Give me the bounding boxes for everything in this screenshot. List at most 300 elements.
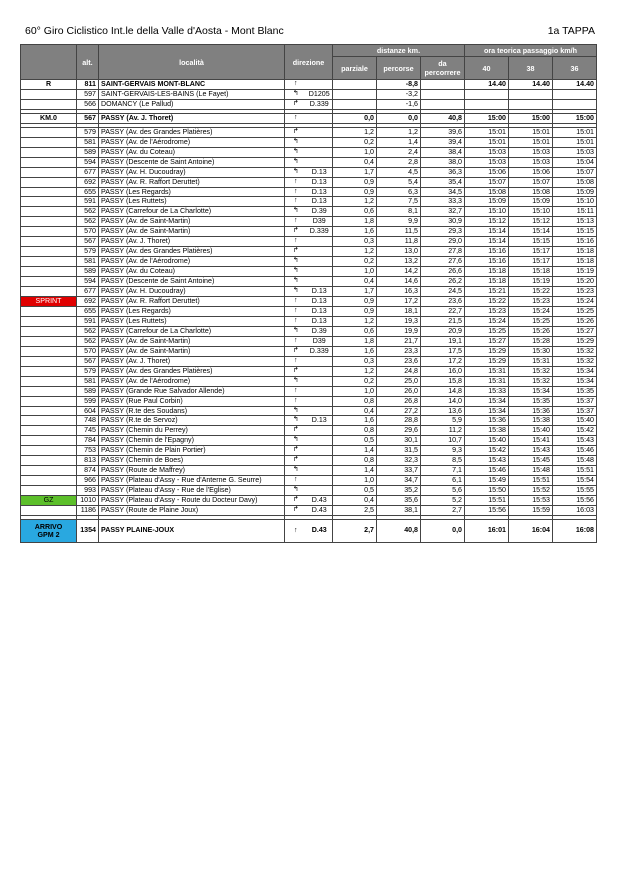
row-da-percorrere: 14,8 bbox=[421, 386, 465, 396]
header-distanze: distanze km. bbox=[333, 45, 465, 57]
row-road: D.13 bbox=[307, 297, 333, 307]
row-percorse: 14,2 bbox=[377, 267, 421, 277]
row-code bbox=[21, 167, 77, 177]
row-time-38: 15:15 bbox=[509, 237, 553, 247]
row-time-38: 15:07 bbox=[509, 177, 553, 187]
row-time-36: 15:16 bbox=[553, 237, 597, 247]
row-code bbox=[21, 99, 77, 109]
row-direction-arrow-icon: ↱ bbox=[285, 247, 307, 257]
row-time-40 bbox=[465, 99, 509, 109]
row-time-36: 15:37 bbox=[553, 406, 597, 416]
row-location: PASSY (Av. de Saint-Martin) bbox=[99, 336, 285, 346]
row-direction-arrow-icon: ↑ bbox=[285, 316, 307, 326]
row-time-36: 15:56 bbox=[553, 496, 597, 506]
row-da-percorrere: 39,6 bbox=[421, 127, 465, 137]
row-time-36: 15:01 bbox=[553, 137, 597, 147]
row-altitude: 1186 bbox=[77, 506, 99, 516]
row-percorse: 28,8 bbox=[377, 416, 421, 426]
row-time-38: 15:59 bbox=[509, 506, 553, 516]
row-time-40: 15:18 bbox=[465, 267, 509, 277]
row-time-40: 15:42 bbox=[465, 446, 509, 456]
row-road: D.13 bbox=[307, 287, 333, 297]
row-time-38: 15:41 bbox=[509, 436, 553, 446]
row-parziale bbox=[333, 80, 377, 90]
row-code bbox=[21, 406, 77, 416]
row-location: PASSY (Av. de l'Aérodrome) bbox=[99, 137, 285, 147]
row-location: PASSY (Av. J. Thoret) bbox=[99, 356, 285, 366]
row-road: D.43 bbox=[307, 519, 333, 542]
row-road bbox=[307, 113, 333, 123]
header-speed-40: 40 bbox=[465, 57, 509, 80]
row-time-36: 15:18 bbox=[553, 247, 597, 257]
row-time-40: 15:07 bbox=[465, 177, 509, 187]
table-row bbox=[21, 406, 597, 416]
row-percorse: 11,5 bbox=[377, 227, 421, 237]
row-percorse: 31,5 bbox=[377, 446, 421, 456]
row-da-percorrere: 13,6 bbox=[421, 406, 465, 416]
row-road bbox=[307, 376, 333, 386]
row-direction-arrow-icon: ↑ bbox=[285, 336, 307, 346]
row-location: PASSY (Av. H. Ducoudray) bbox=[99, 167, 285, 177]
row-direction-arrow-icon: ↰ bbox=[285, 157, 307, 167]
row-time-36: 15:09 bbox=[553, 187, 597, 197]
row-time-40: 15:29 bbox=[465, 346, 509, 356]
row-time-40: 15:40 bbox=[465, 436, 509, 446]
row-road bbox=[307, 486, 333, 496]
row-altitude: 1354 bbox=[77, 519, 99, 542]
row-altitude: 966 bbox=[77, 476, 99, 486]
row-location: PASSY (Chemin du Perrey) bbox=[99, 426, 285, 436]
table-row bbox=[21, 197, 597, 207]
row-time-38: 15:31 bbox=[509, 356, 553, 366]
row-code: GZ bbox=[21, 496, 77, 506]
row-percorse: 21,7 bbox=[377, 336, 421, 346]
row-code bbox=[21, 137, 77, 147]
row-road: D.339 bbox=[307, 99, 333, 109]
row-percorse: 23,6 bbox=[377, 356, 421, 366]
row-location: PASSY (Av. de Saint-Martin) bbox=[99, 217, 285, 227]
row-da-percorrere: 20,9 bbox=[421, 326, 465, 336]
row-code bbox=[21, 147, 77, 157]
row-time-36: 15:24 bbox=[553, 297, 597, 307]
row-code bbox=[21, 356, 77, 366]
row-parziale: 1,2 bbox=[333, 197, 377, 207]
row-parziale: 1,0 bbox=[333, 147, 377, 157]
row-time-36: 16:03 bbox=[553, 506, 597, 516]
row-altitude: 589 bbox=[77, 267, 99, 277]
row-road: D1205 bbox=[307, 89, 333, 99]
row-location: PASSY (R.te de Servoz) bbox=[99, 416, 285, 426]
header-da-percorrere: da percorrere bbox=[421, 57, 465, 80]
table-row bbox=[21, 416, 597, 426]
table-row bbox=[21, 356, 597, 366]
row-parziale: 0,4 bbox=[333, 277, 377, 287]
row-time-40: 15:09 bbox=[465, 197, 509, 207]
row-percorse: 24,8 bbox=[377, 366, 421, 376]
row-da-percorrere: 24,5 bbox=[421, 287, 465, 297]
row-da-percorrere: 38,0 bbox=[421, 157, 465, 167]
row-da-percorrere: 34,5 bbox=[421, 187, 465, 197]
row-parziale: 1,2 bbox=[333, 366, 377, 376]
row-time-36: 15:37 bbox=[553, 396, 597, 406]
row-time-36: 15:18 bbox=[553, 257, 597, 267]
table-row bbox=[21, 257, 597, 267]
row-code: ARRIVO GPM 2 bbox=[21, 519, 77, 542]
row-location: PASSY (Av. de l'Aérodrome) bbox=[99, 376, 285, 386]
header-ora: ora teorica passaggio km/h bbox=[465, 45, 597, 57]
row-code bbox=[21, 326, 77, 336]
row-time-38: 15:18 bbox=[509, 267, 553, 277]
header-speed-38: 38 bbox=[509, 57, 553, 80]
row-altitude: 597 bbox=[77, 89, 99, 99]
row-code bbox=[21, 426, 77, 436]
row-time-38: 15:32 bbox=[509, 376, 553, 386]
row-parziale: 1,2 bbox=[333, 127, 377, 137]
row-parziale: 0,8 bbox=[333, 456, 377, 466]
row-altitude: 591 bbox=[77, 197, 99, 207]
row-altitude: 594 bbox=[77, 277, 99, 287]
row-road bbox=[307, 157, 333, 167]
row-direction-arrow-icon: ↑ bbox=[285, 297, 307, 307]
row-time-40: 15:36 bbox=[465, 416, 509, 426]
row-time-36: 14.40 bbox=[553, 80, 597, 90]
row-direction-arrow-icon: ↰ bbox=[285, 486, 307, 496]
row-time-36: 15:03 bbox=[553, 147, 597, 157]
row-da-percorrere: 30,9 bbox=[421, 217, 465, 227]
row-time-40: 15:34 bbox=[465, 396, 509, 406]
row-da-percorrere: 23,6 bbox=[421, 297, 465, 307]
row-road bbox=[307, 426, 333, 436]
row-percorse: 33,7 bbox=[377, 466, 421, 476]
row-direction-arrow-icon: ↰ bbox=[285, 416, 307, 426]
row-time-36: 15:34 bbox=[553, 366, 597, 376]
row-time-38: 15:01 bbox=[509, 127, 553, 137]
row-road: D.43 bbox=[307, 506, 333, 516]
row-time-40: 15:01 bbox=[465, 127, 509, 137]
row-time-36: 15:07 bbox=[553, 167, 597, 177]
row-code bbox=[21, 446, 77, 456]
row-road: D.13 bbox=[307, 197, 333, 207]
row-location: PASSY (Plateau d'Assy - Rue d'Anterne G. Seurre) bbox=[99, 476, 285, 486]
row-time-40: 15:16 bbox=[465, 247, 509, 257]
row-percorse: 11,8 bbox=[377, 237, 421, 247]
row-parziale: 1,0 bbox=[333, 476, 377, 486]
row-location: PASSY (Plateau d'Assy - Route du Docteur Davy) bbox=[99, 496, 285, 506]
row-time-38: 15:10 bbox=[509, 207, 553, 217]
row-location: PASSY (Les Ruttets) bbox=[99, 197, 285, 207]
row-percorse: 1,2 bbox=[377, 127, 421, 137]
row-direction-arrow-icon: ↱ bbox=[285, 127, 307, 137]
row-altitude: 677 bbox=[77, 287, 99, 297]
table-row bbox=[21, 267, 597, 277]
row-location: PASSY (Chemin de l'Epagny) bbox=[99, 436, 285, 446]
row-direction-arrow-icon: ↑ bbox=[285, 396, 307, 406]
row-percorse: 32,3 bbox=[377, 456, 421, 466]
row-parziale: 1,2 bbox=[333, 247, 377, 257]
row-location: PASSY (Carrefour de La Charlotte) bbox=[99, 207, 285, 217]
row-time-38: 15:52 bbox=[509, 486, 553, 496]
row-direction-arrow-icon: ↑ bbox=[285, 519, 307, 542]
row-altitude: 748 bbox=[77, 416, 99, 426]
row-time-40: 15:38 bbox=[465, 426, 509, 436]
row-direction-arrow-icon: ↰ bbox=[285, 376, 307, 386]
table-row bbox=[21, 506, 597, 516]
row-da-percorrere: 5,6 bbox=[421, 486, 465, 496]
row-code bbox=[21, 316, 77, 326]
row-code bbox=[21, 336, 77, 346]
row-time-40: 15:27 bbox=[465, 336, 509, 346]
table-row bbox=[21, 187, 597, 197]
row-direction-arrow-icon: ↰ bbox=[285, 267, 307, 277]
row-da-percorrere: 38,4 bbox=[421, 147, 465, 157]
row-da-percorrere: 0,0 bbox=[421, 519, 465, 542]
row-code bbox=[21, 177, 77, 187]
row-time-36: 15:20 bbox=[553, 277, 597, 287]
row-time-40: 15:21 bbox=[465, 287, 509, 297]
row-altitude: 581 bbox=[77, 137, 99, 147]
row-time-40: 15:31 bbox=[465, 376, 509, 386]
row-altitude: 581 bbox=[77, 376, 99, 386]
row-parziale: 1,4 bbox=[333, 466, 377, 476]
row-road: D.13 bbox=[307, 167, 333, 177]
row-time-38: 15:35 bbox=[509, 396, 553, 406]
row-code bbox=[21, 456, 77, 466]
row-location: PASSY (Chemin de Boes) bbox=[99, 456, 285, 466]
row-time-36: 15:32 bbox=[553, 346, 597, 356]
row-direction-arrow-icon: ↰ bbox=[285, 89, 307, 99]
row-road bbox=[307, 137, 333, 147]
row-percorse: 35,6 bbox=[377, 496, 421, 506]
row-direction-arrow-icon: ↰ bbox=[285, 147, 307, 157]
row-time-40: 15:14 bbox=[465, 237, 509, 247]
row-da-percorrere: 40,8 bbox=[421, 113, 465, 123]
row-location: PASSY (Av. du Coteau) bbox=[99, 267, 285, 277]
row-altitude: 813 bbox=[77, 456, 99, 466]
row-da-percorrere: 5,2 bbox=[421, 496, 465, 506]
row-time-38: 15:45 bbox=[509, 456, 553, 466]
row-percorse: 5,4 bbox=[377, 177, 421, 187]
row-time-38: 15:30 bbox=[509, 346, 553, 356]
row-code bbox=[21, 247, 77, 257]
row-da-percorrere: 14,0 bbox=[421, 396, 465, 406]
table-row bbox=[21, 167, 597, 177]
row-percorse: -3,2 bbox=[377, 89, 421, 99]
row-altitude: 589 bbox=[77, 147, 99, 157]
row-percorse: 25,0 bbox=[377, 376, 421, 386]
row-time-40: 15:22 bbox=[465, 297, 509, 307]
row-time-36: 15:34 bbox=[553, 376, 597, 386]
row-percorse: 18,1 bbox=[377, 306, 421, 316]
row-time-36: 15:51 bbox=[553, 466, 597, 476]
table-row bbox=[21, 217, 597, 227]
table-row bbox=[21, 486, 597, 496]
row-road bbox=[307, 247, 333, 257]
row-altitude: 567 bbox=[77, 237, 99, 247]
row-time-38: 15:09 bbox=[509, 197, 553, 207]
row-percorse: 9,9 bbox=[377, 217, 421, 227]
row-time-38: 15:36 bbox=[509, 406, 553, 416]
row-da-percorrere: 27,8 bbox=[421, 247, 465, 257]
header-code bbox=[21, 45, 77, 80]
row-time-36: 15:29 bbox=[553, 336, 597, 346]
row-direction-arrow-icon: ↑ bbox=[285, 217, 307, 227]
row-percorse: 26,8 bbox=[377, 396, 421, 406]
row-code bbox=[21, 366, 77, 376]
row-altitude: 581 bbox=[77, 257, 99, 267]
table-row bbox=[21, 297, 597, 307]
row-time-36: 15:08 bbox=[553, 177, 597, 187]
row-direction-arrow-icon: ↱ bbox=[285, 506, 307, 516]
row-road: D.13 bbox=[307, 316, 333, 326]
row-direction-arrow-icon: ↰ bbox=[285, 406, 307, 416]
row-direction-arrow-icon: ↰ bbox=[285, 277, 307, 287]
row-altitude: 591 bbox=[77, 316, 99, 326]
row-location: PASSY (Av. J. Thoret) bbox=[99, 113, 285, 123]
table-row bbox=[21, 326, 597, 336]
row-time-36: 15:00 bbox=[553, 113, 597, 123]
row-road bbox=[307, 366, 333, 376]
row-code bbox=[21, 227, 77, 237]
table-row bbox=[21, 316, 597, 326]
row-time-38: 16:04 bbox=[509, 519, 553, 542]
row-percorse: -8,8 bbox=[377, 80, 421, 90]
row-direction-arrow-icon: ↑ bbox=[285, 80, 307, 90]
row-direction-arrow-icon: ↱ bbox=[285, 456, 307, 466]
row-location: PASSY (Plateau d'Assy - Rue de l'Eglise) bbox=[99, 486, 285, 496]
row-code bbox=[21, 217, 77, 227]
row-location: PASSY (Grande Rue Salvador Allende) bbox=[99, 386, 285, 396]
row-road bbox=[307, 386, 333, 396]
row-time-40: 15:49 bbox=[465, 476, 509, 486]
row-road bbox=[307, 356, 333, 366]
table-row bbox=[21, 277, 597, 287]
row-time-36 bbox=[553, 89, 597, 99]
row-code bbox=[21, 207, 77, 217]
table-row bbox=[21, 89, 597, 99]
table-row bbox=[21, 137, 597, 147]
row-da-percorrere: 17,2 bbox=[421, 356, 465, 366]
row-percorse: 13,0 bbox=[377, 247, 421, 257]
row-code bbox=[21, 396, 77, 406]
row-altitude: 753 bbox=[77, 446, 99, 456]
row-location: PASSY (Av. de Saint-Martin) bbox=[99, 346, 285, 356]
row-da-percorrere: 8,5 bbox=[421, 456, 465, 466]
row-time-36: 15:35 bbox=[553, 386, 597, 396]
row-location: PASSY (Carrefour de La Charlotte) bbox=[99, 326, 285, 336]
table-row bbox=[21, 476, 597, 486]
row-percorse: 2,4 bbox=[377, 147, 421, 157]
row-road bbox=[307, 257, 333, 267]
row-road bbox=[307, 476, 333, 486]
row-location: PASSY (Les Regards) bbox=[99, 187, 285, 197]
row-code: SPRINT bbox=[21, 297, 77, 307]
row-location: PASSY (Av. J. Thoret) bbox=[99, 237, 285, 247]
row-location: PASSY (Les Ruttets) bbox=[99, 316, 285, 326]
row-parziale: 1,6 bbox=[333, 416, 377, 426]
row-time-40: 15:12 bbox=[465, 217, 509, 227]
row-code bbox=[21, 237, 77, 247]
row-time-36: 15:55 bbox=[553, 486, 597, 496]
row-altitude: 562 bbox=[77, 336, 99, 346]
row-road bbox=[307, 237, 333, 247]
row-parziale: 0,5 bbox=[333, 486, 377, 496]
row-da-percorrere: 10,7 bbox=[421, 436, 465, 446]
table-row bbox=[21, 466, 597, 476]
row-parziale: 1,8 bbox=[333, 217, 377, 227]
row-time-38: 14.40 bbox=[509, 80, 553, 90]
row-altitude: 562 bbox=[77, 207, 99, 217]
row-altitude: 579 bbox=[77, 127, 99, 137]
row-location: PASSY (Descente de Saint Antoine) bbox=[99, 157, 285, 167]
table-row bbox=[21, 157, 597, 167]
row-parziale: 0,2 bbox=[333, 257, 377, 267]
row-code bbox=[21, 476, 77, 486]
row-time-38: 15:03 bbox=[509, 147, 553, 157]
row-altitude: 784 bbox=[77, 436, 99, 446]
row-location: PASSY (Descente de Saint Antoine) bbox=[99, 277, 285, 287]
row-direction-arrow-icon: ↑ bbox=[285, 237, 307, 247]
table-row bbox=[21, 386, 597, 396]
row-road: D.339 bbox=[307, 346, 333, 356]
row-da-percorrere: 22,7 bbox=[421, 306, 465, 316]
row-time-38 bbox=[509, 89, 553, 99]
row-time-38: 15:06 bbox=[509, 167, 553, 177]
row-parziale: 1,4 bbox=[333, 446, 377, 456]
stage-label: 1a TAPPA bbox=[547, 25, 595, 37]
row-time-38: 15:23 bbox=[509, 297, 553, 307]
row-parziale: 0,9 bbox=[333, 187, 377, 197]
row-time-38: 15:48 bbox=[509, 466, 553, 476]
row-location: PASSY (Av. du Coteau) bbox=[99, 147, 285, 157]
row-time-38: 15:34 bbox=[509, 386, 553, 396]
row-code bbox=[21, 346, 77, 356]
row-time-36: 15:23 bbox=[553, 287, 597, 297]
row-location: PASSY (Route de Maffrey) bbox=[99, 466, 285, 476]
row-time-36: 15:43 bbox=[553, 436, 597, 446]
row-time-40: 15:51 bbox=[465, 496, 509, 506]
row-altitude: 570 bbox=[77, 346, 99, 356]
row-altitude: 594 bbox=[77, 157, 99, 167]
row-time-40 bbox=[465, 89, 509, 99]
row-altitude: 579 bbox=[77, 247, 99, 257]
row-code bbox=[21, 306, 77, 316]
row-time-36: 15:15 bbox=[553, 227, 597, 237]
row-parziale: 0,9 bbox=[333, 297, 377, 307]
row-da-percorrere: 17,5 bbox=[421, 346, 465, 356]
row-da-percorrere bbox=[421, 89, 465, 99]
row-time-38: 15:12 bbox=[509, 217, 553, 227]
row-percorse: 26,0 bbox=[377, 386, 421, 396]
row-direction-arrow-icon: ↱ bbox=[285, 366, 307, 376]
row-time-36: 15:01 bbox=[553, 127, 597, 137]
row-parziale: 0,6 bbox=[333, 326, 377, 336]
row-altitude: 655 bbox=[77, 306, 99, 316]
table-row bbox=[21, 207, 597, 217]
row-location: PASSY (Chemin de Plain Portier) bbox=[99, 446, 285, 456]
row-parziale: 1,0 bbox=[333, 386, 377, 396]
row-location: PASSY (Les Regards) bbox=[99, 306, 285, 316]
row-altitude: 692 bbox=[77, 177, 99, 187]
row-road bbox=[307, 466, 333, 476]
row-direction-arrow-icon: ↱ bbox=[285, 446, 307, 456]
table-row bbox=[21, 519, 597, 542]
row-time-40: 15:14 bbox=[465, 227, 509, 237]
row-time-38: 15:25 bbox=[509, 316, 553, 326]
row-code bbox=[21, 157, 77, 167]
row-time-38: 15:38 bbox=[509, 416, 553, 426]
row-altitude: 677 bbox=[77, 167, 99, 177]
row-time-38: 15:08 bbox=[509, 187, 553, 197]
